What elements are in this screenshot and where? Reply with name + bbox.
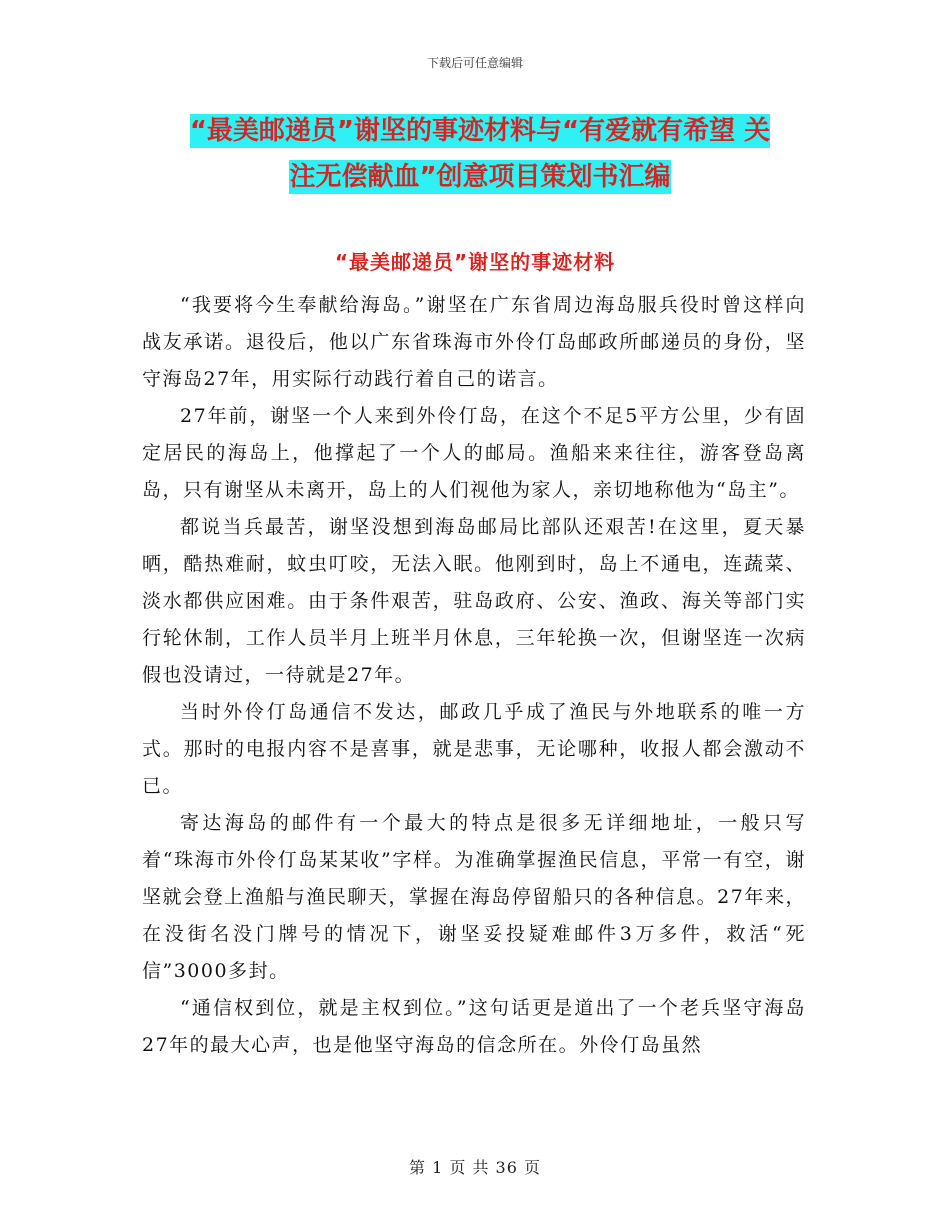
paragraph: 都说当兵最苦，谢坚没想到海岛邮局比部队还艰苦!在这里，夏天暴晒，酷热难耐，蚊虫叮咬，无法入眠。他刚到时，岛上不通电，连蔬菜、淡水都供应困难。由于条件艰苦，驻岛政府、公安、渔政、海关等部门实行轮休制，工作人员半月上班半月休息，三年轮换一次，但谢坚连一次病假也没请过，一待就是27年。 bbox=[142, 516, 806, 686]
page-number: 第 1 页 共 36 页 bbox=[409, 1158, 541, 1177]
document-title-line-2: 注无偿献血”创意项目策划书汇编 bbox=[289, 162, 671, 192]
body-text bbox=[142, 287, 806, 1064]
document-title-line-1: “最美邮递员”谢坚的事迹材料与“有爱就有希望 关 bbox=[189, 116, 771, 146]
paragraph: 当时外伶仃岛通信不发达，邮政几乎成了渔民与外地联系的唯一方式。那时的电报内容不是喜事，就是悲事，无论哪种，收报人都会激动不已。 bbox=[142, 701, 806, 797]
paragraph: 27年前，谢坚一个人来到外伶仃岛，在这个不足5平方公里，少有固定居民的海岛上，他撑起了一个人的邮局。渔船来来往往，游客登岛离岛，只有谢坚从未离开，岛上的人们视他为家人，亲切地称他为“岛主”。 bbox=[142, 405, 806, 501]
paragraph: “我要将今生奉献给海岛。”谢坚在广东省周边海岛服兵役时曾这样向战友承诺。退役后，他以广东省珠海市外伶仃岛邮政所邮递员的身份，坚守海岛27年，用实际行动践行着自己的诺言。 bbox=[142, 294, 806, 390]
section-title: “最美邮递员”谢坚的事迹材料 bbox=[334, 250, 616, 274]
header-note: 下载后可任意编辑 bbox=[426, 56, 523, 70]
paragraph: 寄达海岛的邮件有一个最大的特点是很多无详细地址，一般只写着“珠海市外伶仃岛某某收”字样。为准确掌握渔民信息，平常一有空，谢坚就会登上渔船与渔民聊天，掌握在海岛停留船只的各种信息。27年来，在没街名没门牌号的情况下，谢坚妥投疑难邮件3万多件，救活“死信”3000多封。 bbox=[142, 812, 806, 982]
document-title bbox=[140, 108, 820, 200]
paragraph: “通信权到位，就是主权到位。”这句话更是道出了一个老兵坚守海岛27年的最大心声，也是他坚守海岛的信念所在。外伶仃岛虽然 bbox=[142, 997, 806, 1056]
